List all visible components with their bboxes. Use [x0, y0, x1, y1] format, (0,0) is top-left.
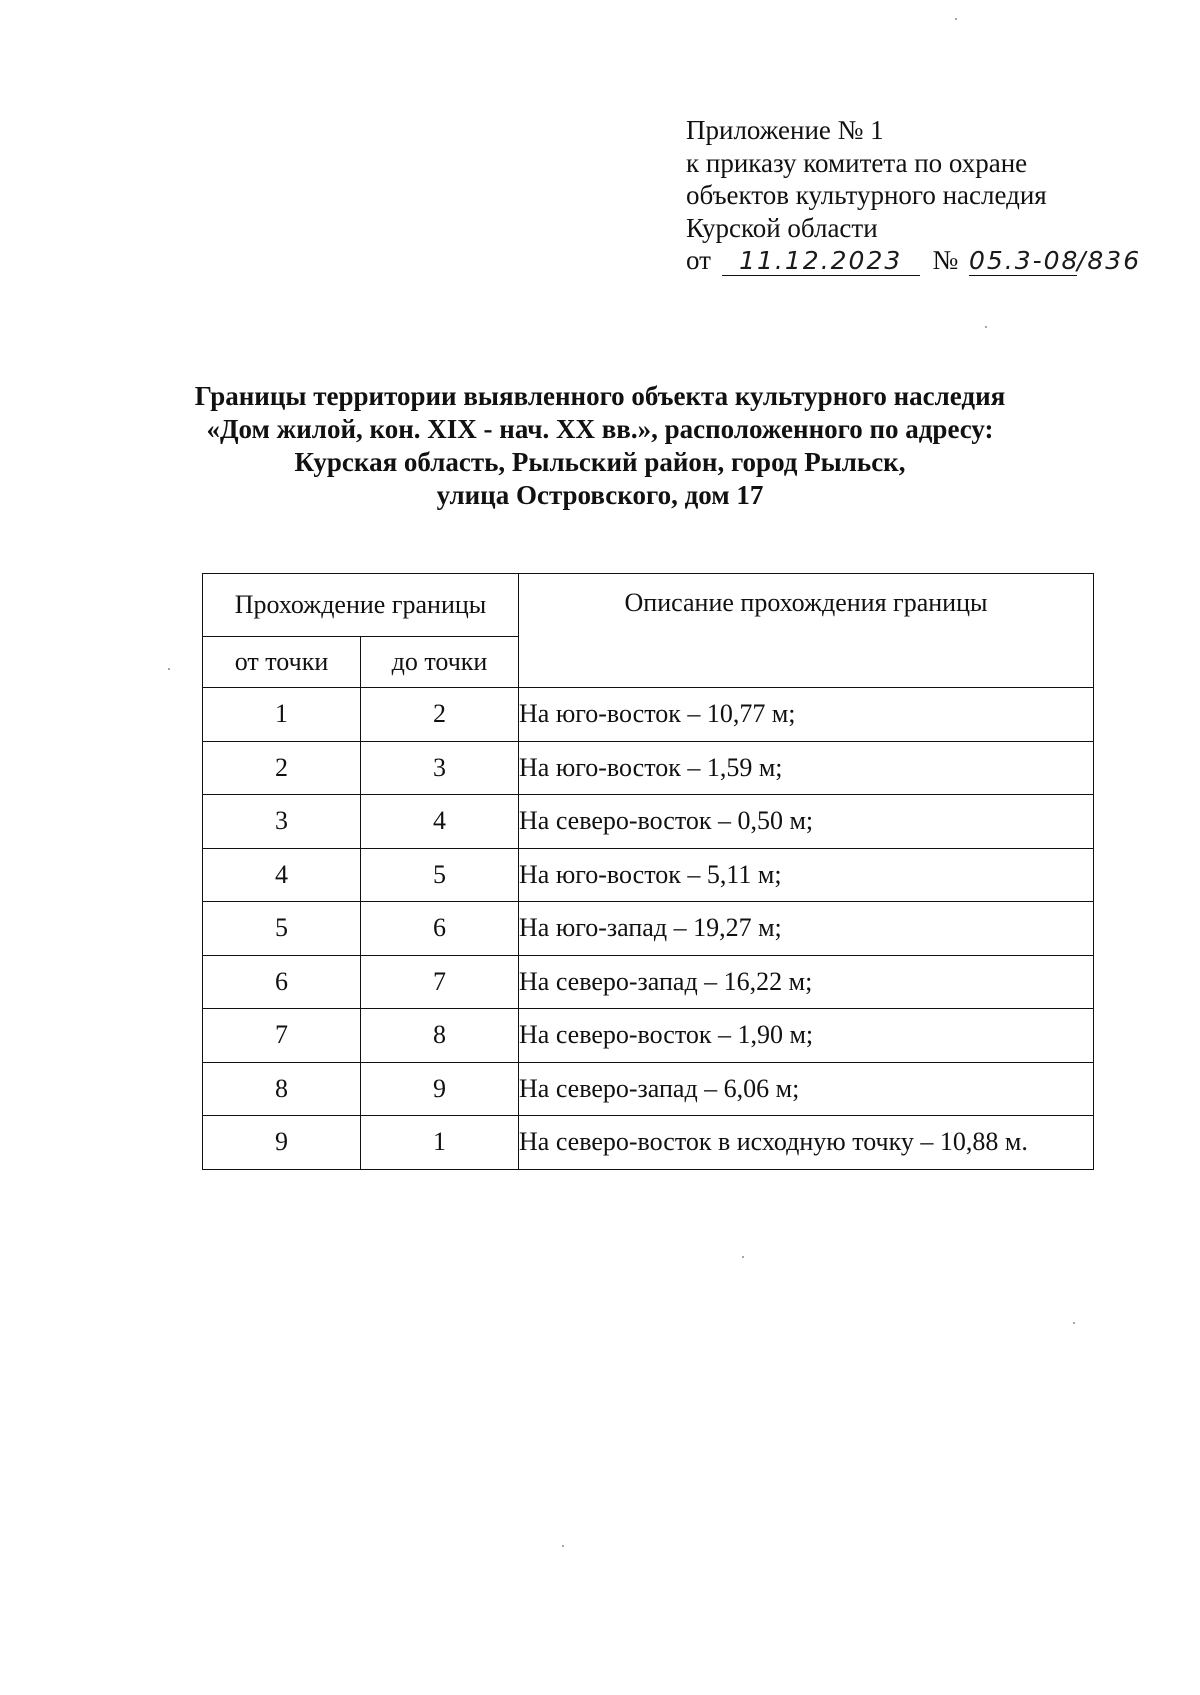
- annex-line-3: объектов культурного наследия: [686, 180, 1047, 210]
- from-point-cell: 4: [203, 848, 361, 902]
- from-label: от: [686, 245, 711, 275]
- table-row: [203, 688, 1094, 742]
- table-row: [203, 848, 1094, 902]
- document-title: [150, 380, 1050, 512]
- number-label: №: [932, 245, 959, 275]
- to-point-cell: 5: [361, 848, 519, 902]
- table-row: [203, 955, 1094, 1009]
- table-row: [203, 1116, 1094, 1170]
- description-cell: На юго-восток – 10,77 м;: [519, 688, 1094, 742]
- annex-line-2: к приказу комитета по охране: [686, 147, 1028, 178]
- order-number-suffix-handwritten: /836: [1076, 246, 1142, 275]
- header-description: Описание прохождения границы: [519, 574, 1094, 688]
- order-number-field: [968, 246, 1080, 276]
- scan-speck: [985, 326, 987, 328]
- table-row: [203, 795, 1094, 849]
- order-number-handwritten: 05.3-08: [968, 246, 1080, 275]
- description-cell: На северо-восток – 1,90 м;: [519, 1009, 1094, 1063]
- from-point-cell: 9: [203, 1116, 361, 1170]
- to-point-cell: 8: [361, 1009, 519, 1063]
- table-row: [203, 902, 1094, 956]
- description-cell: На северо-восток в исходную точку – 10,88 м.: [519, 1116, 1094, 1170]
- title-line-2: «Дом жилой, кон. XIX - нач. XX вв.», расположенного по адресу:: [206, 414, 994, 444]
- from-point-cell: 3: [203, 795, 361, 849]
- table-row: [203, 741, 1094, 795]
- annex-line-1: Приложение № 1: [686, 115, 884, 145]
- to-point-cell: 3: [361, 741, 519, 795]
- table-row: [203, 1062, 1094, 1116]
- description-cell: На северо-восток – 0,50 м;: [519, 795, 1094, 849]
- header-to-point: до точки: [361, 637, 519, 688]
- from-point-cell: 2: [203, 741, 361, 795]
- scan-speck: [562, 1545, 564, 1547]
- header-boundary-passage: Прохождение границы: [203, 574, 519, 637]
- to-point-cell: 4: [361, 795, 519, 849]
- scan-speck: [1073, 1322, 1075, 1324]
- description-cell: На юго-запад – 19,27 м;: [519, 902, 1094, 956]
- from-point-cell: 5: [203, 902, 361, 956]
- to-point-cell: 1: [361, 1116, 519, 1170]
- title-line-4: улица Островского, дом 17: [436, 480, 764, 510]
- from-point-cell: 8: [203, 1062, 361, 1116]
- to-point-cell: 2: [361, 688, 519, 742]
- table-row: [203, 1009, 1094, 1063]
- scan-speck: [168, 668, 170, 670]
- description-cell: На юго-восток – 5,11 м;: [519, 848, 1094, 902]
- header-from-point: от точки: [203, 637, 361, 688]
- from-point-cell: 7: [203, 1009, 361, 1063]
- title-line-3: Курская область, Рыльский район, город Рыльск,: [294, 447, 906, 477]
- scan-speck: [742, 1256, 744, 1258]
- description-cell: На северо-запад – 6,06 м;: [519, 1062, 1094, 1116]
- order-date-number-row: [686, 244, 1141, 278]
- annex-block: [686, 114, 1141, 278]
- scan-speck: [955, 18, 957, 20]
- from-point-cell: 6: [203, 955, 361, 1009]
- to-point-cell: 9: [361, 1062, 519, 1116]
- boundary-table: [202, 573, 1094, 1170]
- order-date-field: [722, 246, 920, 276]
- from-point-cell: 1: [203, 688, 361, 742]
- order-date-handwritten: 11.12.2023: [739, 246, 903, 275]
- title-line-1: Границы территории выявленного объекта культурного наследия: [194, 381, 1006, 411]
- description-cell: На северо-запад – 16,22 м;: [519, 955, 1094, 1009]
- description-cell: На юго-восток – 1,59 м;: [519, 741, 1094, 795]
- to-point-cell: 7: [361, 955, 519, 1009]
- to-point-cell: 6: [361, 902, 519, 956]
- annex-line-4: Курской области: [686, 212, 878, 243]
